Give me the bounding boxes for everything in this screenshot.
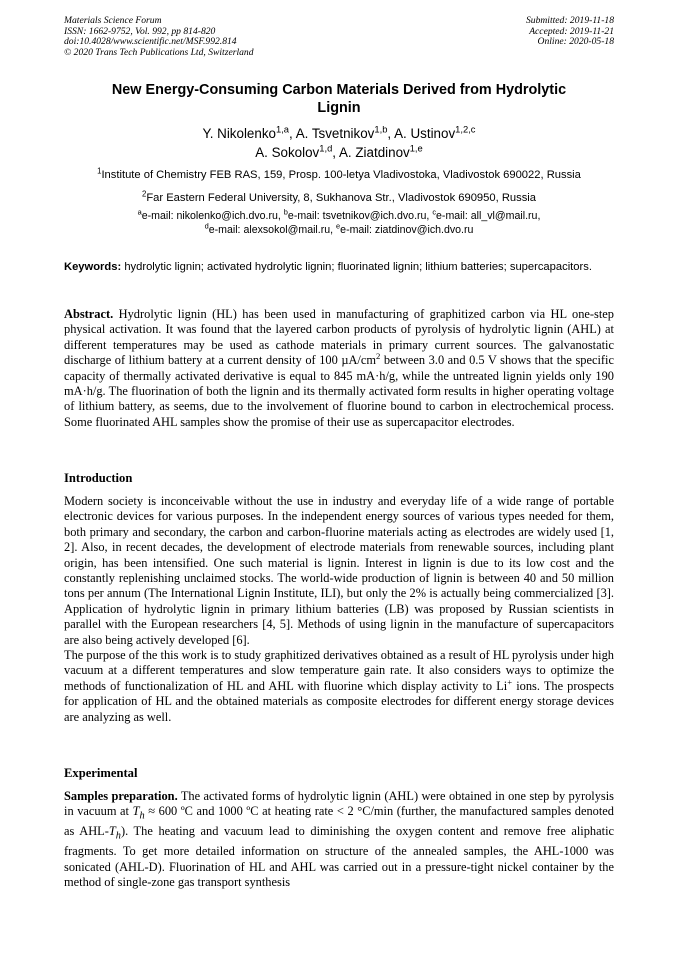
author-sup: 1,d [319,143,333,154]
introduction-paragraph-2 [64,648,614,725]
online-date: Online: 2020-05-18 [537,36,614,48]
paragraph-text: ≈ 600 ºC and 1000 ºC at heating rate < 2 °C/min (further, the manufactured samples denoted as AHL- [64,804,614,839]
submitted-date: Submitted: 2019-11-18 [525,15,614,26]
email-entry[interactable]: e-mail: ziatdinov@ich.dvo.ru [340,223,474,236]
author-name: A. Sokolov [255,145,320,160]
title-line-2: Lignin [317,100,361,116]
email-entry[interactable]: e-mail: nikolenko@ich.dvo.ru, [141,210,284,222]
journal-issn: ISSN: 1662-9752, Vol. 992, pp 814-820 [64,25,216,37]
email-sup: e [336,220,341,230]
experimental-block [64,789,614,890]
author-sup: 1,2,c [455,124,476,135]
author-name: A. Tsvetnikov [295,126,375,141]
subsection-lead: Samples preparation. [64,789,178,803]
dates-header [526,16,614,48]
abstract-label: Abstract. [64,307,114,321]
paragraph-text: ). The heating and vacuum lead to diminishing the oxygen content and remove free aliphatic fragments. To get more detailed information on structure of the annealed samples, the AHL-1000 was sonicated (AHL-D). Fluorination of HL and AHL was carried out in a pressure-tight nickel container by the method of single-zone gas transport synthesis [64,824,615,889]
author-sup: 1,e [409,143,423,154]
affiliation-sup: 2 [141,189,147,199]
email-sup: b [283,207,288,217]
email-list [64,207,614,237]
journal-name: Materials Science Forum [64,15,162,26]
email-sup: a [137,207,142,217]
paragraph-text-cont: ions. The prospects for application of HL and the obtained materials as composite electrodes for different energy storage devices are analyzing as well. [64,678,614,724]
paragraph-text: The activated forms of hydrolytic lignin (AHL) were obtained in one step by pyrolysis in vacuum at [64,789,614,819]
author-name: Y. Nikolenko [202,126,276,141]
author-name: A. Ustinov [394,126,456,141]
email-entry[interactable]: e-mail: all_vl@mail.ru, [436,210,541,222]
email-entry[interactable]: e-mail: tsvetnikov@ich.dvo.ru, [287,210,433,222]
variable-T: T [132,804,140,819]
ion-sup: + [507,676,513,687]
abstract-text-cont: between 3.0 and 0.5 V shows that the specific capacity of thermally activated derivative is equal to 845 mA·h/g, while the untreated lignin yields only 190 mA·h/g. The fluorination of both the lignin and its thermally activated form results in higher operating voltage of lithium battery, as seems, due to the involvement of fluorine bound to carbon in electrochemical process. Some fluorinated AHL samples show the promise of their use as supercapacitor electrodes. [64,353,614,429]
copyright: © 2020 Trans Tech Publications Ltd, Switzerland [64,46,254,58]
author-sup: 1,b [374,124,388,135]
affiliation-sup: 1 [97,166,102,176]
variable-T: T [108,824,116,839]
variable-sub: h [139,810,145,822]
affiliation-1 [64,168,614,182]
keywords-text: hydrolytic lignin; activated hydrolytic lignin; fluorinated lignin; lithium batteries; supercapacitors. [124,261,592,273]
affiliation-text: Far Eastern Federal University, 8, Sukhanova Str., Vladivostok 690950, Russia [146,192,537,204]
accepted-date: Accepted: 2019-11-21 [529,25,614,37]
author-name: A. Ziatdinov [339,145,410,160]
email-entry[interactable]: e-mail: alexsokol@mail.ru, [208,223,337,236]
section-heading-experimental: Experimental [64,766,138,780]
author-sup: 1,a [275,124,290,135]
affiliation-2 [64,191,614,205]
abstract-block [64,307,614,430]
variable-sub: h [115,830,121,842]
title-line-1: New Energy-Consuming Carbon Materials Derived from Hydrolytic [111,82,567,98]
section-heading-introduction: Introduction [64,471,133,485]
email-sup: c [432,207,437,217]
paragraph-text: The purpose of the this work is to study graphitized derivatives obtained as a result of HL pyrolysis under high vacuum at a different temperatures and slow temperature gain rate. It also considers ways to optimize the methods of functionalization of HL and AHL with fluorine which display activity to Li [64,648,614,693]
introduction-paragraph-1: Modern society is inconceivable without the use in industry and everyday life of a wide range of portable electronic devices for various purposes. In the independent energy sources of various types needed for them, both primary and secondary, the carbon and carbon-fluorine materials acting as electrodes are widely used [1, 2]. Also, in recent decades, the development of electrode materials from renewable sources, including plant origin, has been intensified. One such material is lignin. Interest in lignin is due to its low cost and the constantly replenishing unclaimed stocks. The world-wide production of lignin is between 40 and 50 million tons per annum (The International Lignin Institute, ILI), but only the 2% is actually being commercialized [3]. Application of hydrolytic lignin in primary lithium batteries (LB) was proposed by Russian scientists in parallel with the European researchers [4, 5]. Methods of using lignin in the manufacture of supercapacitors are also being actively developed [6]. [64,494,614,647]
email-sup: d [204,220,209,230]
introduction-block [64,494,614,725]
paper-title [64,81,614,117]
author-list: Y. Nikolenko$^{1,a}$, A. Tsvetnikov$^{1,b}$, A. Ustinov$^{1,2,c}$ A. Sokolov$^{1,d}$, A. Ziatdinov$^{1,e}$ [202,124,476,160]
doi[interactable]: doi:10.4028/www.scientific.net/MSF.992.814 [64,36,237,48]
affiliation-text: Institute of Chemistry FEB RAS, 159, Prosp. 100-letya Vladivostoka, Vladivostok 690022, Russia [101,169,581,181]
journal-header [64,16,254,58]
keywords-block [64,260,614,274]
keywords-label: Keywords: [64,261,122,273]
abstract-sup: 2 [375,351,381,362]
abstract-text: Hydrolytic lignin (HL) has been used in manufacturing of graphitized carbon via HL one-step physical activation. It was found that the layered carbon products of pyrolysis of hydrolytic lignin (AHL) at different temperatures may be used as cathode materials in primary current sources. The galvanostatic discharge of lithium battery at a current density of 100 µA/cm [64,307,614,368]
